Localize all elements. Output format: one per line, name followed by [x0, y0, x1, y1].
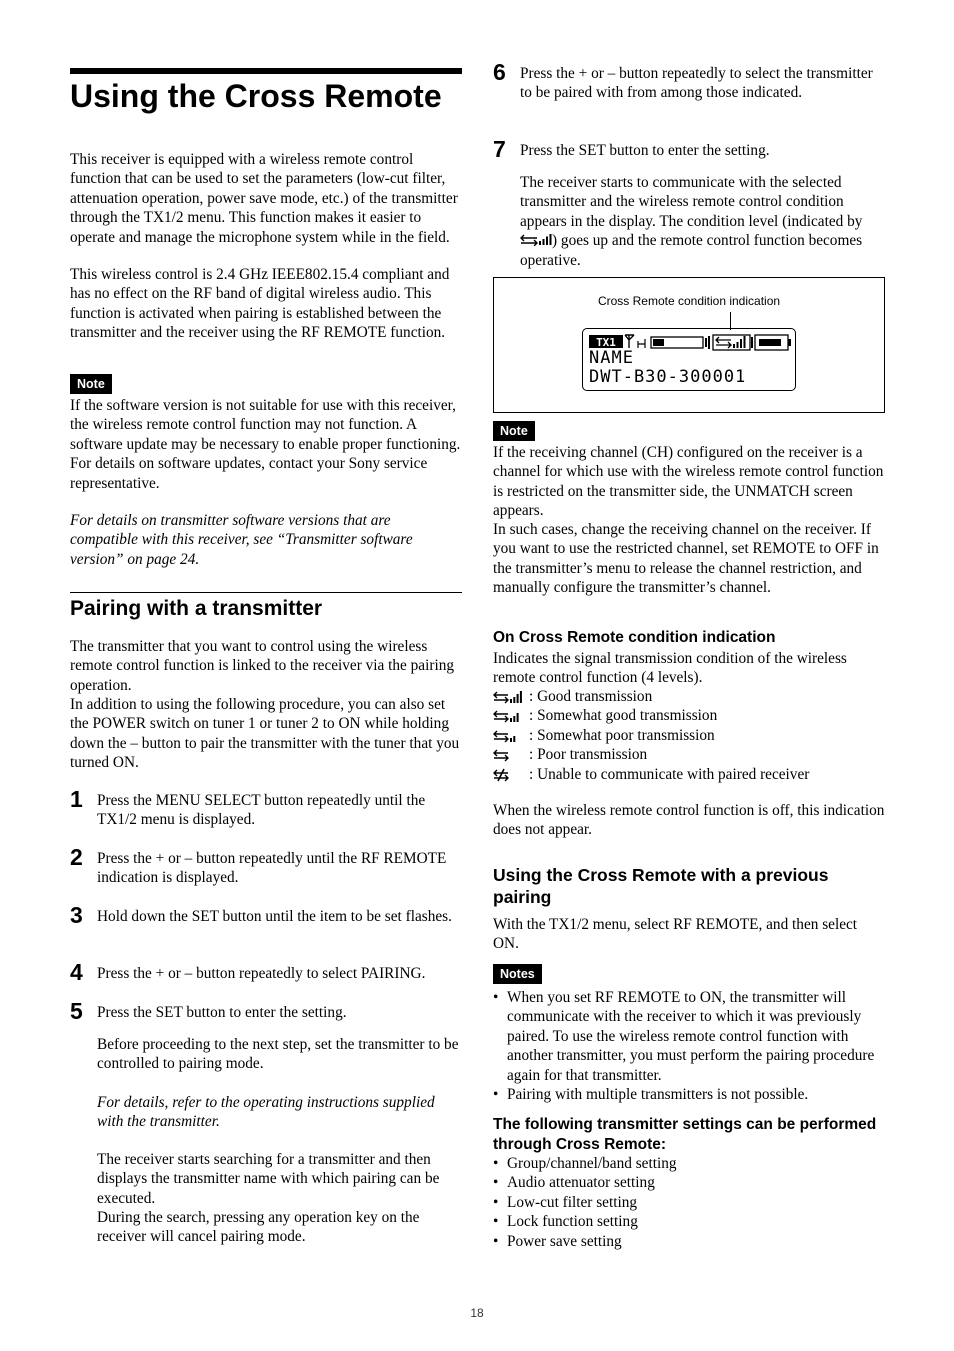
note-badge: Note: [493, 421, 535, 441]
list-item: • Low-cut filter setting: [493, 1193, 885, 1212]
list-item: • Group/channel/band setting: [493, 1154, 885, 1173]
step-text: Press the SET button to enter the setting.: [520, 142, 770, 159]
step-number: 1: [70, 786, 83, 812]
cross-remote-signal-icon: [713, 335, 750, 350]
condition-level-unable: [493, 765, 885, 784]
intro-paragraph-2: This wireless control is 2.4 GHz IEEE802.15.4 compliant and has no effect on the RF band of digital wireless audio. This function is activated when pairing is established between the transmitter and the receiver using the RF REMOTE function.: [70, 266, 450, 342]
step-2: [70, 844, 462, 888]
settings-list: [493, 1154, 885, 1251]
step5-paragraph: Before proceeding to the next step, set the transmitter to be controlled to pairing mode.: [97, 1036, 459, 1073]
page-number: 18: [470, 1306, 484, 1320]
condition-level-text: : Unable to communicate with paired receiver: [529, 765, 810, 783]
step-5: [70, 998, 462, 1024]
step7-text-a: The receiver starts to communicate with the selected transmitter and the wireless remote control condition appears in the display. The condition level (indicated by: [520, 174, 863, 230]
signal-unable-icon: [493, 768, 523, 782]
step-text: Press the MENU SELECT button repeatedly until the TX1/2 menu is displayed.: [97, 792, 426, 829]
step-7: [493, 136, 885, 162]
lcd-figure: [493, 277, 885, 413]
lcd-line-2: NAME: [589, 348, 634, 368]
page-title: Using the Cross Remote: [70, 78, 442, 114]
step-number: 3: [70, 902, 83, 928]
lcd-tag: TX1: [596, 336, 616, 349]
step5-reference: For details, refer to the operating instructions supplied with the transmitter.: [97, 1094, 435, 1131]
battery-icon: [751, 335, 791, 350]
condition-level-text: : Good transmission: [529, 688, 653, 705]
note-text: If the software version is not suitable for use with this receiver, the wireless remote control function may not function. A software update may be necessary to enable proper functioning. For details on software updates, contact your Sony service representative.: [70, 397, 461, 492]
signal-2-bars-icon: [493, 729, 523, 743]
note-paragraph: If the receiving channel (CH) configured on the receiver is a channel for which use with the wireless remote control function is restricted on the transmitter side, the UNMATCH screen appears.: [493, 444, 884, 520]
signal-3-bars-icon: [493, 709, 523, 723]
condition-level-poor: [493, 745, 885, 764]
previous-pairing-text: With the TX1/2 menu, select RF REMOTE, and then select ON.: [493, 916, 858, 953]
lcd-line-3: DWT-B30-300001: [589, 367, 747, 387]
step-number: 2: [70, 844, 83, 870]
step-number: 6: [493, 59, 506, 85]
step7-paragraph: [520, 173, 885, 270]
step-1: [70, 786, 462, 830]
list-item: • When you set RF REMOTE to ON, the transmitter will communicate with the receiver to which it was previously paired. To use the wireless remote control function with another transmitter, you must perform the pairing procedure again for that transmitter.: [493, 988, 885, 1085]
list-item: • Lock function setting: [493, 1212, 885, 1231]
step-text: Hold down the SET button until the item to be set flashes.: [97, 908, 452, 925]
settings-heading: The following transmitter settings can be performed through Cross Remote:: [493, 1116, 877, 1153]
step-number: 5: [70, 998, 83, 1024]
pairing-paragraph-2: In addition to using the following procedure, you can also set the POWER switch on tuner 1 or tuner 2 to ON while holding down the – button to pair the transmitter with the tuner that you turned ON.: [70, 696, 460, 772]
note-reference: For details on transmitter software versions that are compatible with this receiver, see “Transmitter software version” on page 24.: [70, 512, 413, 568]
condition-off-text: When the wireless remote control function is off, this indication does not appear.: [493, 802, 885, 839]
note-paragraph-2: In such cases, change the receiving channel on the receiver. If you want to use the restricted channel, set REMOTE to OFF in the transmitter’s menu to release the channel restriction, and manually configure the transmitter’s channel.: [493, 521, 879, 597]
signal-1-bar-icon: [493, 748, 523, 762]
previous-pairing-heading: Using the Cross Remote with a previous pairing: [493, 865, 829, 907]
step-text: Press the + or – button repeatedly to select the transmitter to be paired with from among those indicated.: [520, 65, 873, 102]
step-number: 7: [493, 136, 506, 162]
title-rule: [70, 68, 462, 74]
step-text: Press the + or – button repeatedly until the RF REMOTE indication is displayed.: [97, 850, 447, 887]
condition-level-text: : Somewhat poor transmission: [529, 726, 715, 744]
condition-level-good: [493, 687, 885, 706]
level-meter-icon: [651, 336, 710, 349]
condition-levels-list: [493, 687, 885, 784]
pairing-paragraph: The transmitter that you want to control using the wireless remote control function is linked to the receiver via the pairing operation.: [70, 638, 454, 694]
step-number: 4: [70, 959, 83, 985]
condition-level-text: : Somewhat good transmission: [529, 707, 718, 725]
step5-paragraph-2: The receiver starts searching for a transmitter and then displays the transmitter name with which pairing can be executed.: [97, 1151, 440, 1207]
condition-heading: On Cross Remote condition indication: [493, 629, 776, 646]
step-6: [493, 59, 885, 103]
antenna-icon: [625, 335, 645, 348]
list-item: • Audio attenuator setting: [493, 1173, 885, 1192]
notes-badge: Notes: [493, 964, 542, 984]
condition-intro: Indicates the signal transmission condition of the wireless remote control function (4 levels).: [493, 650, 847, 687]
lcd-display: [582, 328, 796, 391]
step7-text-b: ) goes up and the remote control function becomes operative.: [520, 232, 863, 269]
step-text: Press the + or – button repeatedly to select PAIRING.: [97, 965, 426, 982]
condition-level-text: : Poor transmission: [529, 746, 648, 764]
list-item: • Pairing with multiple transmitters is not possible.: [493, 1085, 885, 1104]
signal-4-bars-icon: [520, 232, 552, 245]
section-rule: [70, 592, 462, 593]
step-4: [70, 959, 462, 985]
figure-caption: Cross Remote condition indication: [597, 294, 781, 308]
signal-4-bars-icon: [493, 690, 523, 704]
step-3: [70, 902, 462, 928]
section-title: Pairing with a transmitter: [70, 597, 323, 620]
intro-paragraph: This receiver is equipped with a wireless remote control function that can be used to set the parameters (low-cut filter, attenuation operation, power save mode, etc.) of the transmitter through the TX1/2 menu. This function makes it easier to operate and manage the microphone system while in the field.: [70, 151, 458, 246]
note-badge: Note: [70, 374, 112, 394]
notes-list: [493, 988, 885, 1104]
step5-paragraph-3: During the search, pressing any operation key on the receiver will cancel pairing mode.: [97, 1209, 420, 1246]
condition-level-somewhat-good: [493, 706, 885, 725]
step-text: Press the SET button to enter the setting.: [97, 1004, 347, 1021]
condition-level-somewhat-poor: [493, 726, 885, 745]
list-item: • Power save setting: [493, 1232, 885, 1251]
